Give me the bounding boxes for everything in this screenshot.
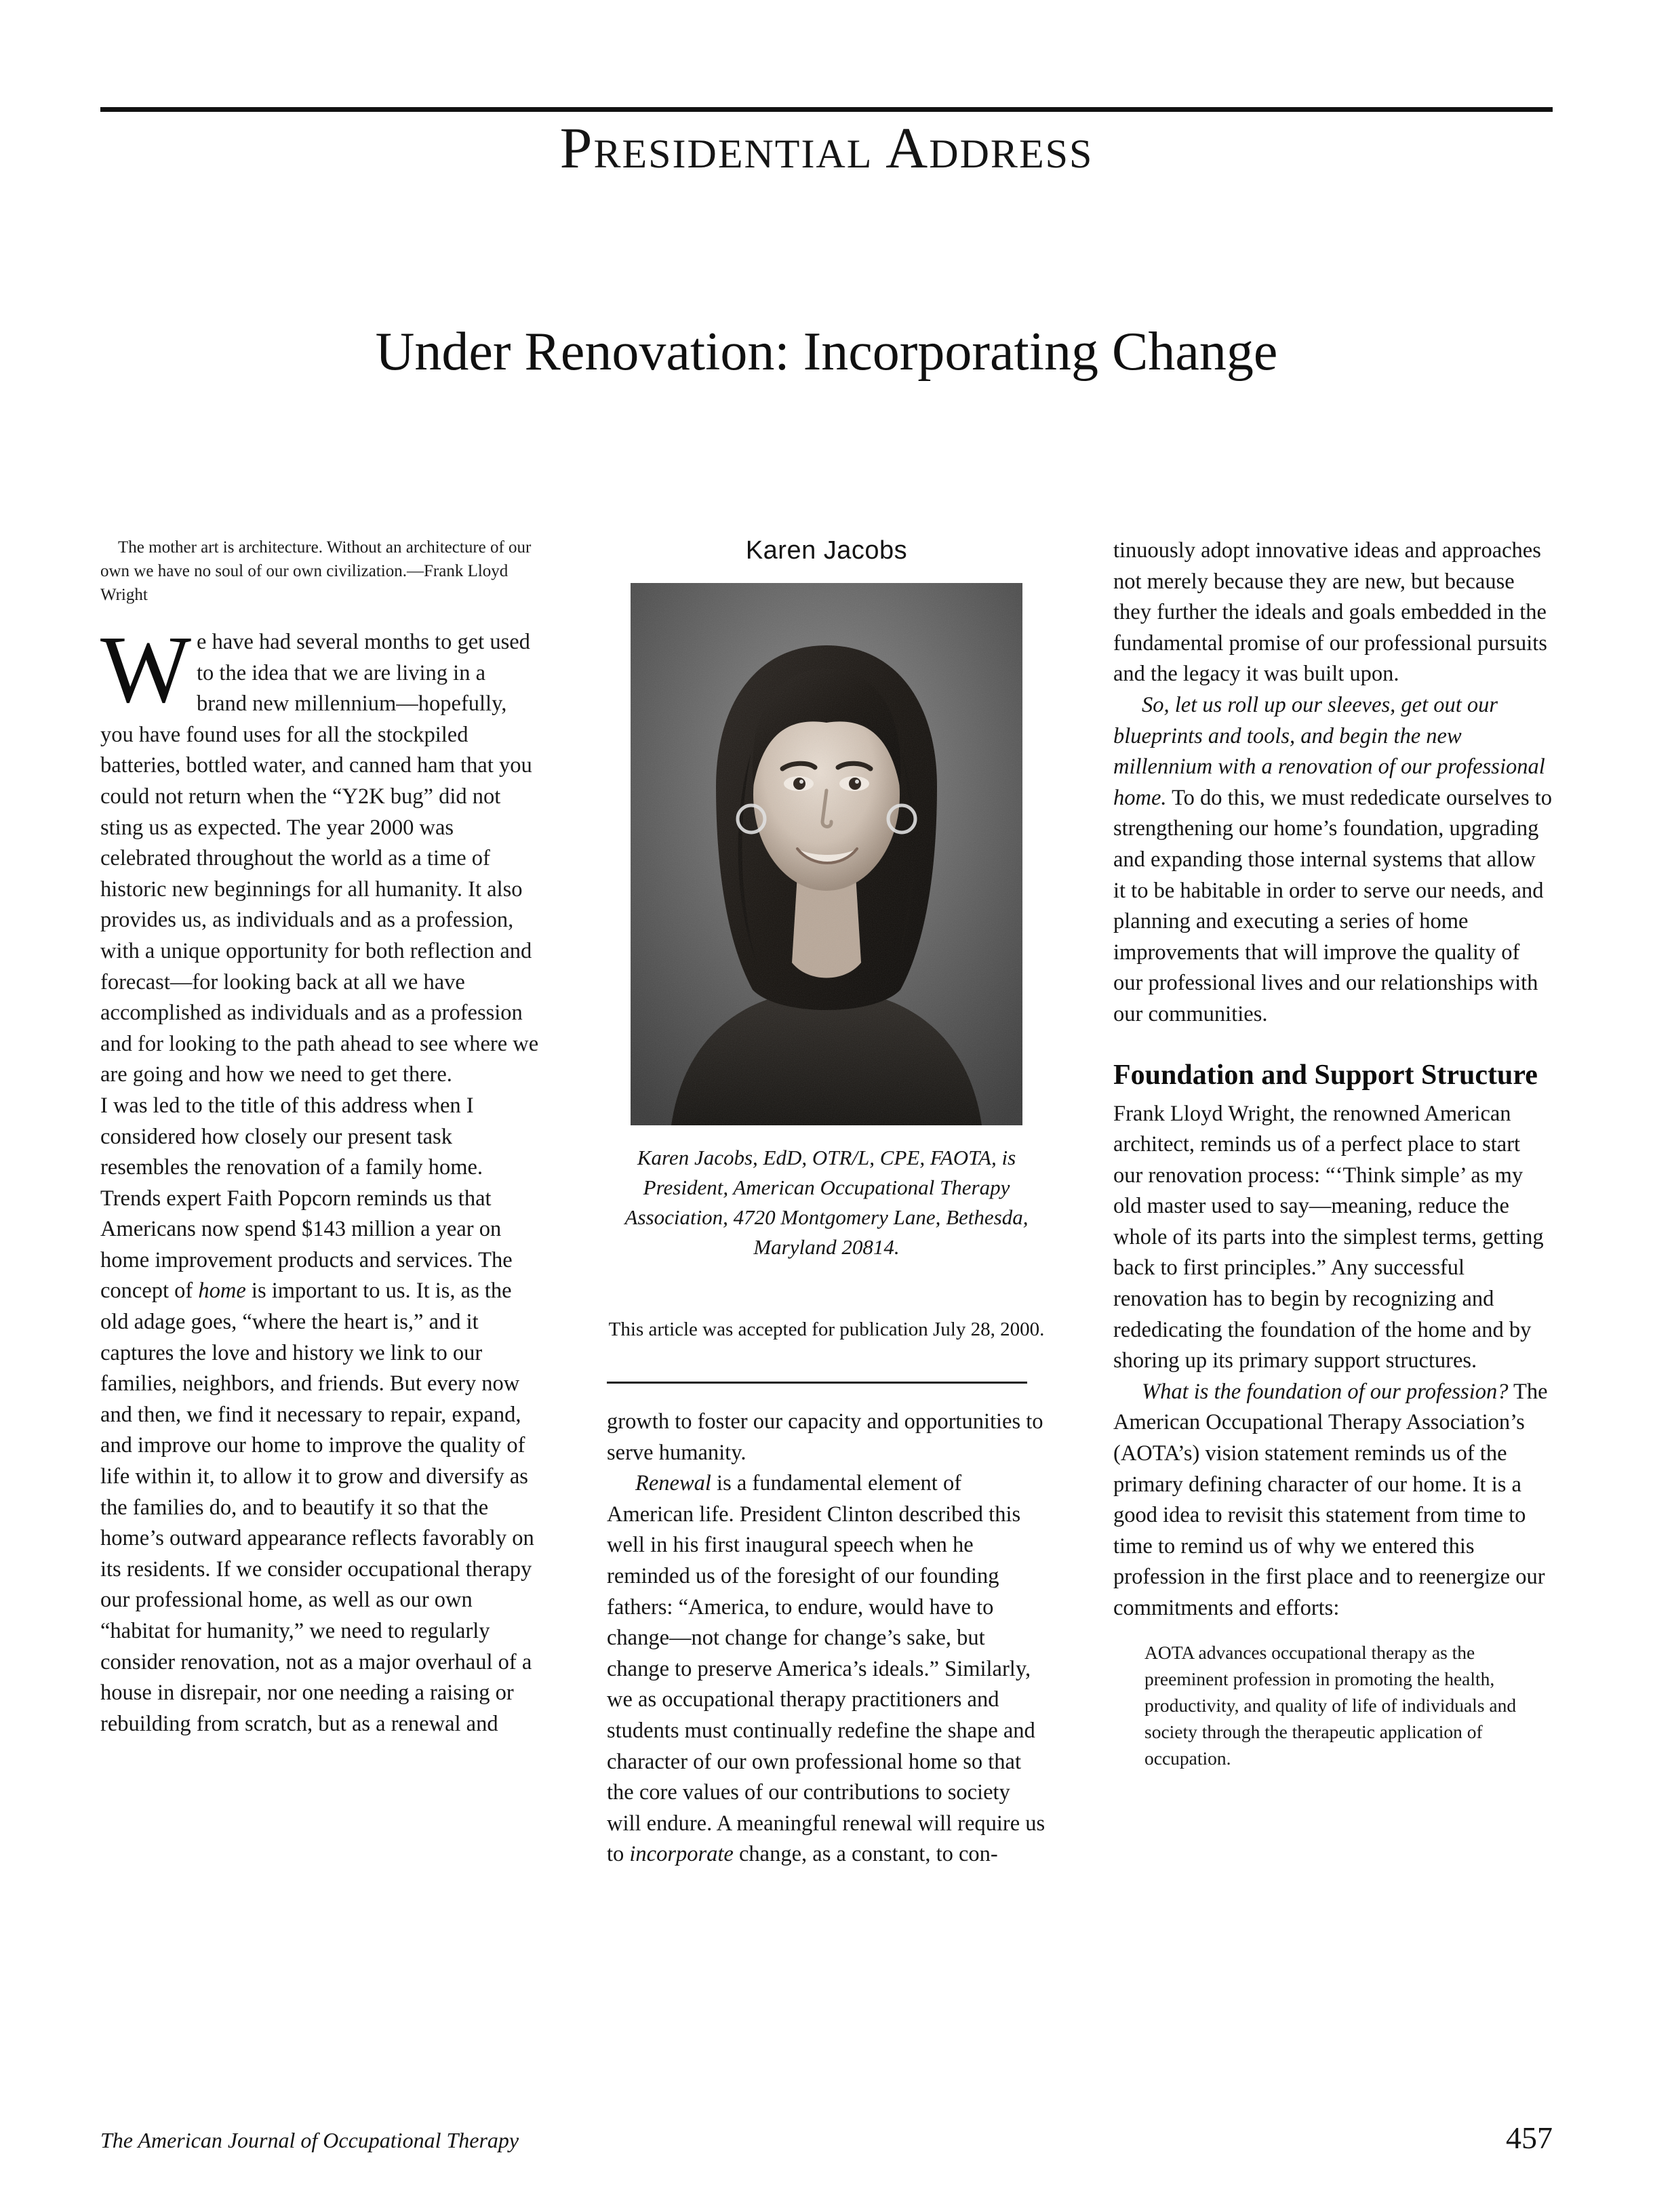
paragraph-sleeves — [1113, 690, 1553, 1030]
footer-journal-name: The American Journal of Occupational Therapy — [100, 2128, 519, 2152]
portrait-illustration — [631, 583, 1022, 1125]
column-divider-rule — [607, 1382, 1027, 1384]
column-two — [607, 536, 1046, 2122]
paragraph-vision — [1113, 1377, 1553, 1624]
paragraph-part-b: is important to us. It is, as the old adage goes, “where the heart is,” and it captures the love and history we link to our families, neighbors, and friends. But every now and then, we find it necessary to repair, expand, and improve our home to improve the quality of life within it, to allow it to grow and diversify as the families do, and to beautify it so that the home’s outward appearance reflects favorably on its residents. If we consider occupational therapy our professional home, as well as our own “habitat for humanity,” we need to regularly consider renovation, not as a major overhaul of a house in disrepair, nor one needing a raising or rebuilding from scratch, but as a renewal and — [100, 1279, 534, 1736]
paragraph-renewal — [607, 1468, 1046, 1870]
emphasis-incorporate: incorporate — [629, 1842, 734, 1867]
paragraph-renewal-b: change, as a constant, to con- — [733, 1842, 998, 1867]
drop-cap: W — [100, 616, 192, 723]
emphasis-renewal: Renewal — [635, 1471, 711, 1496]
paragraph-sleeves-rest: To do this, we must rededicate ourselves to strengthening our home’s foundation, upgrading and expanding those internal systems that allow it to be habitable in order to serve our needs, and planning and executing a series of home improvements that will improve the quality of our professional lives and our relationships with our communities. — [1113, 785, 1552, 1026]
emphasis-what-is-foundation: What is the foundation of our profession? — [1142, 1379, 1509, 1404]
column-three — [1113, 536, 1553, 2122]
emphasis-home: home — [198, 1279, 246, 1304]
masthead-rule — [100, 107, 1553, 112]
epigraph: The mother art is architecture. Without an architecture of our own we have no soul of our own civilization.—Frank Lloyd Wright — [100, 538, 532, 604]
paragraph-growth: growth to foster our capacity and opportunities to serve humanity. — [607, 1409, 1043, 1465]
figure-caption: Karen Jacobs, EdD, OTR/L, CPE, FAOTA, is President, American Occupational Therapy Association, 4720 Montgomery Lane, Bethesda, Maryland 20814. — [624, 1146, 1029, 1259]
acceptance-note: This article was accepted for publication July 28, 2000. — [608, 1319, 1045, 1340]
emphasis-sleeves: So, let us roll up our sleeves, get out our blueprints and tools, and begin the new millennium with a renovation of our professional home. — [1113, 692, 1545, 810]
paragraph-part-a: I was led to the title of this address when I considered how closely our present task resembles the renovation of a family home. Trends expert Faith Popcorn reminds us that Americans now spend $143 million a year on home improvement products and services. The concept of — [100, 1093, 513, 1304]
opening-paragraph — [100, 616, 540, 1091]
paragraph-home-concept — [100, 1091, 540, 1740]
section-heading-foundation: Foundation and Support Structure — [1113, 1059, 1538, 1091]
footer-page-number: 457 — [1506, 2120, 1553, 2155]
page-title: Under Renovation: Incorporating Change — [375, 321, 1278, 382]
column-one — [100, 536, 540, 2122]
article-columns — [100, 536, 1553, 2122]
figure-subject-name: Karen Jacobs — [745, 536, 908, 565]
paragraph-continuously: tinuously adopt innovative ideas and approaches not merely because they are new, but because they further the ideals and goals embedded in the fundamental promise of our professional pursuits and the legacy it was built upon. — [1113, 538, 1547, 687]
paragraph-wright: Frank Lloyd Wright, the renowned American architect, reminds us of a perfect place to start our renovation process: “‘Think simple’ as my old master used to say—meaning, reduce the whole of its parts into the simplest terms, getting back to first principles.” Any successful renovation has to begin by recognizing and rededicating the foundation of the home and by shoring up its primary support structures. — [1113, 1101, 1544, 1373]
portrait-photo — [631, 583, 1022, 1125]
opening-paragraph-text: e have had several months to get used to the idea that we are living in a brand new millennium—hopefully, you have found uses for all the stockpiled batteries, bottled water, and canned ham that you could not return when the “Y2K bug” did not sting us as expected. The year 2000 was celebrated throughout the world as a time of historic new beginnings for all humanity. It also provides us, as individuals and as a profession, with a unique opportunity for both reflection and forecast—for looking back at all we have accomplished as individuals and as a profession and for looking to the path ahead to see where we are going and how we need to get there. — [100, 630, 539, 1087]
paragraph-vision-rest: The American Occupational Therapy Association’s (AOTA’s) vision statement reminds us of the primary defining character of our home. It is a good idea to revisit this statement from time to time to remind us of why we entered this profession in the first place and to reenergize our commitments and efforts: — [1113, 1379, 1548, 1620]
vision-statement-blockquote: AOTA advances occupational therapy as the preeminent profession in promoting the health, productivity, and quality of life of individuals and society through the therapeutic application of occupation. — [1144, 1641, 1517, 1769]
paragraph-renewal-a: is a fundamental element of American life. President Clinton described this well in his first inaugural speech when he reminded us of the foresight of our founding fathers: “America, to endure, would have to change—not change for change’s sake, but change to preserve America’s ideals.” Similarly, we as occupational therapy practitioners and students must continually redefine the shape and character of our own professional home so that the core values of our contributions to society will endure. A meaningful renewal will require us to — [607, 1471, 1045, 1867]
section-kicker: Presidential Address — [559, 115, 1094, 180]
